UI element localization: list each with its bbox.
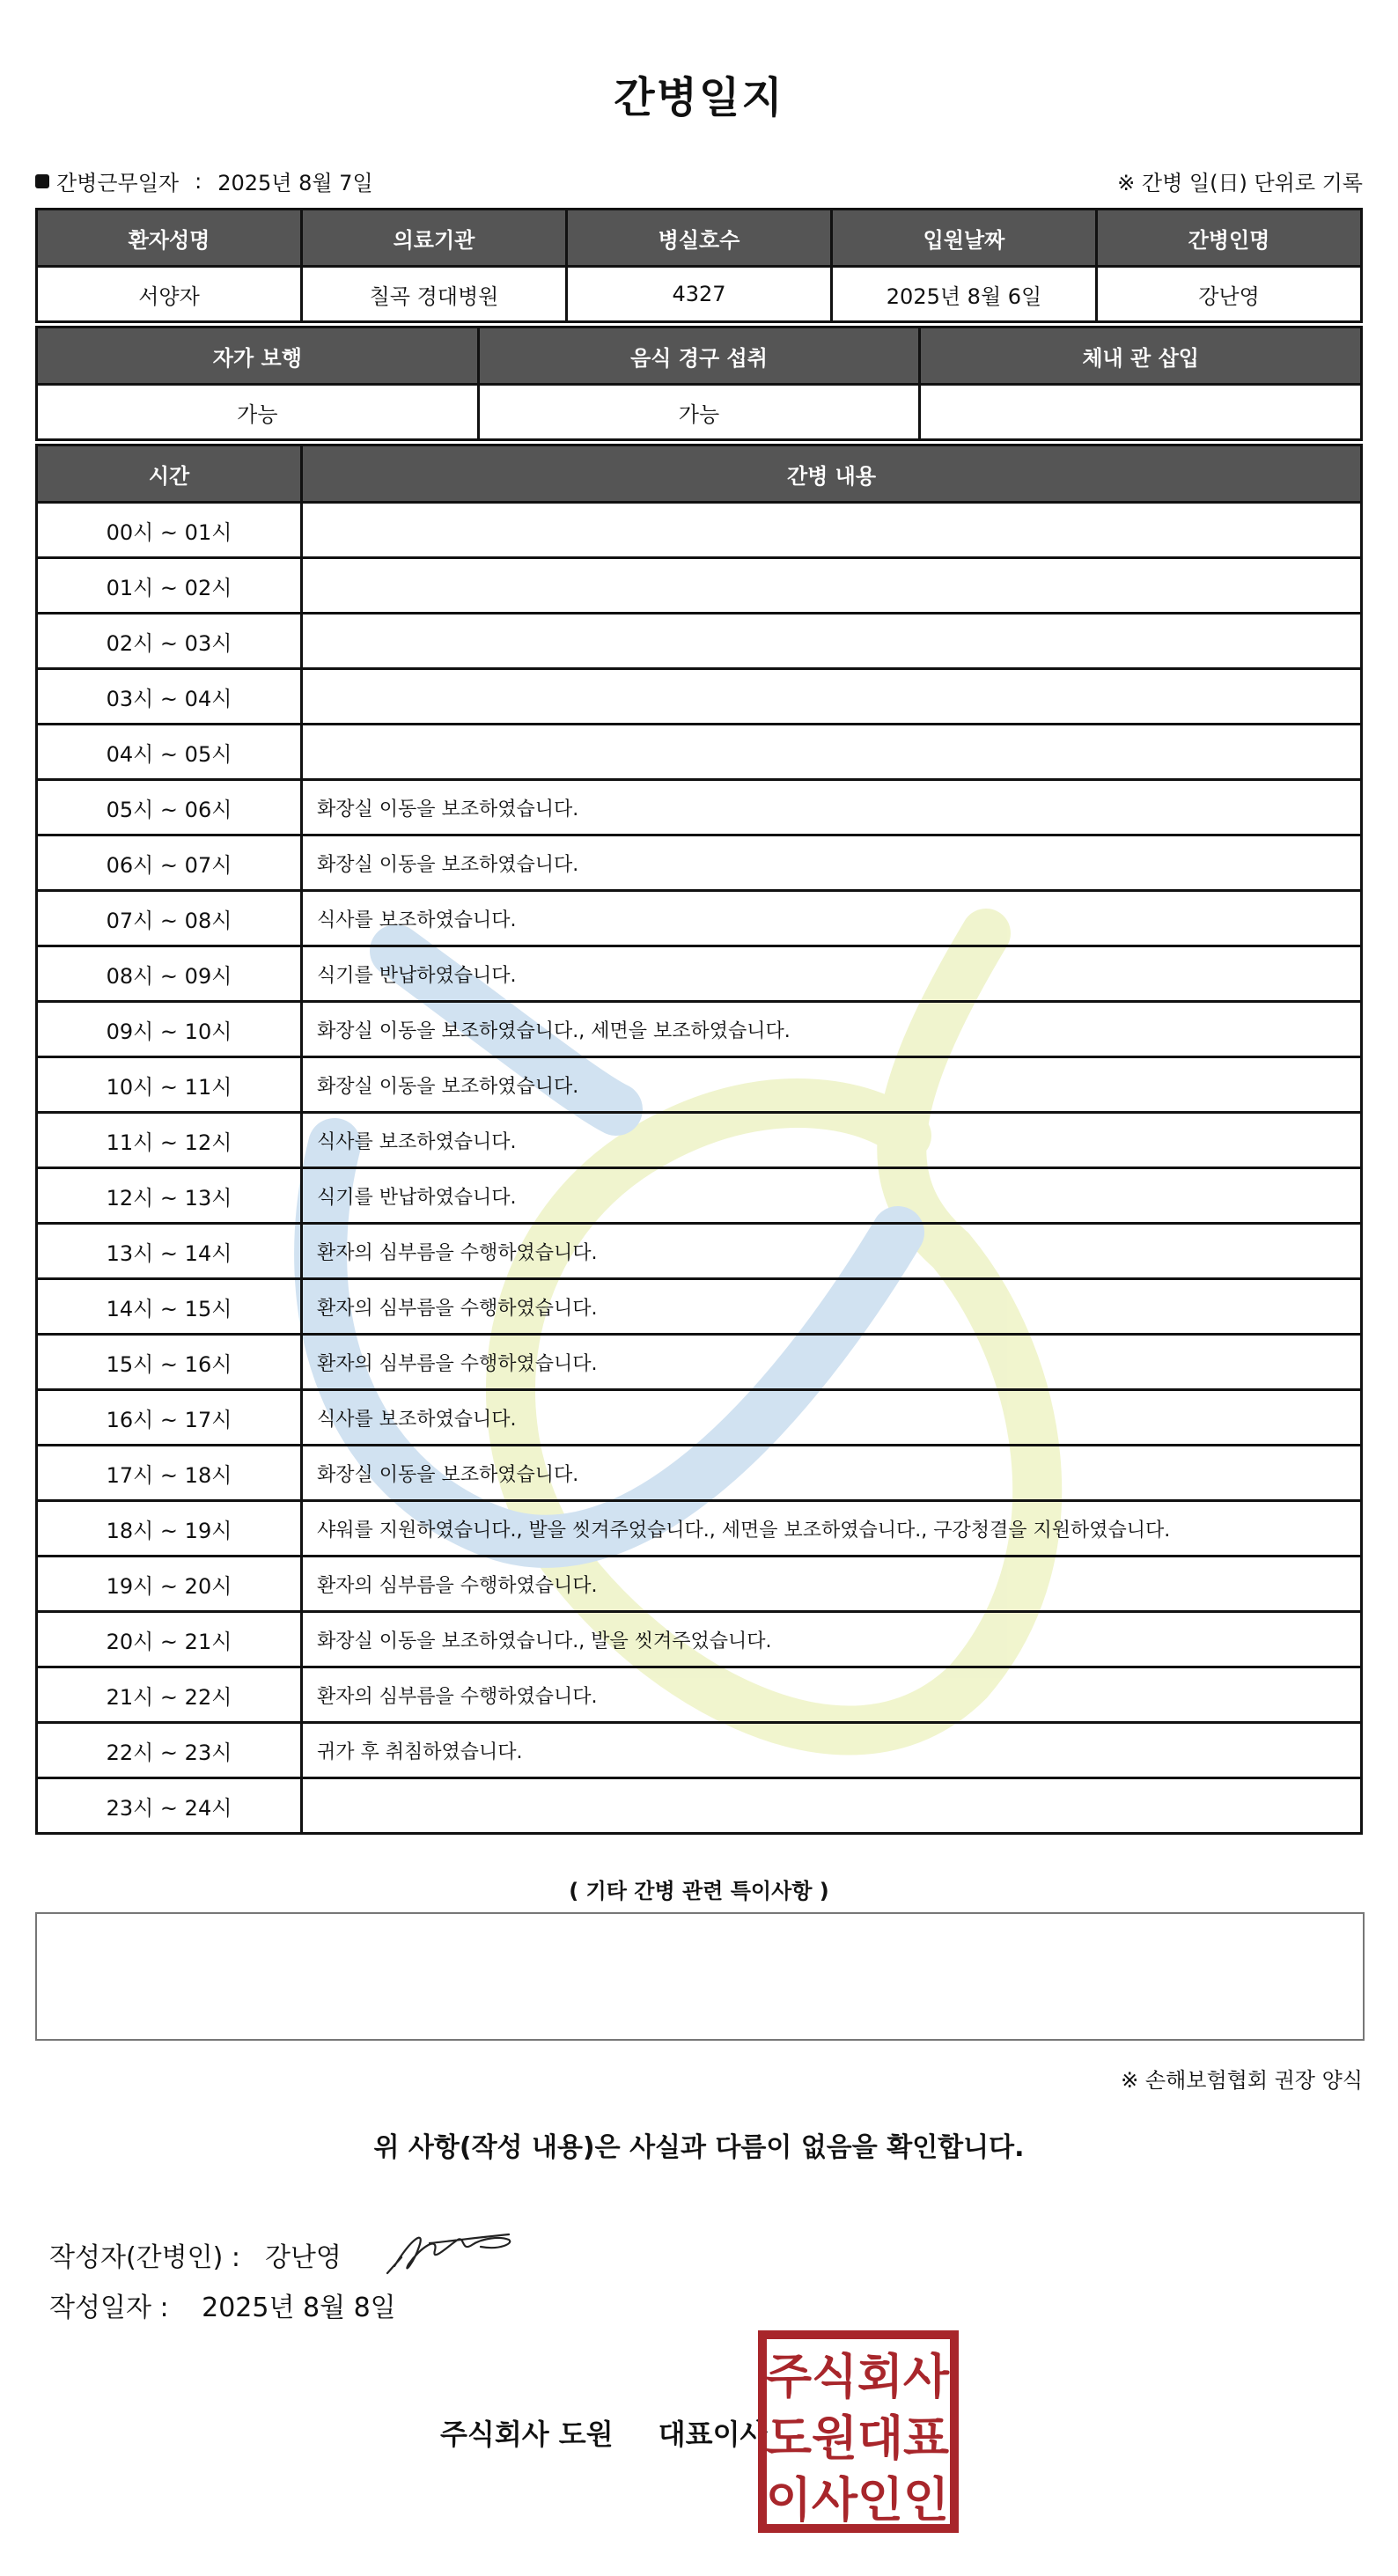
care-log-content: 식사를 보조하였습니다.: [302, 1113, 1362, 1168]
header-admission-date: 입원날짜: [832, 210, 1097, 267]
care-log-row: [37, 1667, 1362, 1723]
seal-character: 사: [902, 2349, 950, 2404]
seal-character: 인: [902, 2472, 950, 2528]
care-log-row: [37, 614, 1362, 669]
seal-character: 주: [765, 2349, 813, 2404]
care-log-content: 귀가 후 취침하였습니다.: [302, 1723, 1362, 1778]
patient-info-header-row: [37, 210, 1362, 267]
document-title: 간병일지: [614, 73, 784, 122]
care-log-row: [37, 946, 1362, 1002]
care-log-time: 02시 ~ 03시: [37, 614, 302, 669]
work-date-value: 2025년 8월 7일: [217, 171, 373, 195]
seal-character: 도: [765, 2410, 813, 2466]
care-log-time: 00시 ~ 01시: [37, 503, 302, 558]
header-room-number: 병실호수: [567, 210, 832, 267]
care-log-time: 21시 ~ 22시: [37, 1667, 302, 1723]
header-hospital: 의료기관: [302, 210, 567, 267]
care-log-row: [37, 725, 1362, 780]
patient-status-header-row: [37, 328, 1362, 385]
care-log-time: 12시 ~ 13시: [37, 1168, 302, 1224]
care-log-content: 환자의 심부름을 수행하였습니다.: [302, 1224, 1362, 1279]
hospital-name: 칠곡 경대병원: [302, 267, 567, 322]
care-log-time: 07시 ~ 08시: [37, 891, 302, 946]
care-log-row: [37, 1057, 1362, 1113]
header-time: 시간: [37, 445, 302, 503]
care-log-time: 09시 ~ 10시: [37, 1002, 302, 1057]
care-log-content: 환자의 심부름을 수행하였습니다.: [302, 1335, 1362, 1390]
patient-info-table: [35, 208, 1363, 323]
care-log-time: 06시 ~ 07시: [37, 835, 302, 891]
care-log-content: [302, 1778, 1362, 1834]
care-log-row: [37, 1612, 1362, 1667]
header-care-content: 간병 내용: [302, 445, 1362, 503]
room-number: 4327: [567, 267, 832, 322]
care-log-content: [302, 725, 1362, 780]
care-log-time: 14시 ~ 15시: [37, 1279, 302, 1335]
remarks-box: [35, 1912, 1365, 2041]
company-name: 주식회사 도원: [440, 2418, 614, 2451]
care-log-time: 13시 ~ 14시: [37, 1224, 302, 1279]
care-log-time: 01시 ~ 02시: [37, 558, 302, 614]
care-log-time: 04시 ~ 05시: [37, 725, 302, 780]
written-date-line: [49, 2285, 396, 2324]
care-log-time: 16시 ~ 17시: [37, 1390, 302, 1446]
care-log-row: [37, 669, 1362, 725]
patient-name: 서양자: [37, 267, 302, 322]
admission-date: 2025년 8월 6일: [832, 267, 1097, 322]
care-log-time: 03시 ~ 04시: [37, 669, 302, 725]
company-title: 대표이사: [658, 2418, 768, 2451]
writer-name: 강난영: [264, 2242, 342, 2273]
care-log-row: [37, 1002, 1362, 1057]
care-log-row: [37, 1723, 1362, 1778]
care-log-row: [37, 503, 1362, 558]
writer-line: [49, 2220, 518, 2289]
care-log-row: [37, 1224, 1362, 1279]
seal-character: 사: [811, 2472, 858, 2528]
work-date-label: 간병근무일자: [56, 171, 180, 195]
seal-character: 원: [811, 2410, 858, 2466]
care-log-table: [35, 444, 1363, 1835]
patient-status-value-row: [37, 385, 1362, 440]
care-log-content: 화장실 이동을 보조하였습니다.: [302, 780, 1362, 835]
work-date-separator: :: [195, 168, 202, 194]
header-caregiver-name: 간병인명: [1097, 210, 1362, 267]
work-date-line: [35, 166, 373, 196]
care-log-time: 10시 ~ 11시: [37, 1057, 302, 1113]
seal-character: 식: [811, 2349, 858, 2404]
care-log-row: [37, 1501, 1362, 1557]
bullet-square-icon: [35, 174, 49, 188]
care-log-row: [37, 1335, 1362, 1390]
care-log-time: 23시 ~ 24시: [37, 1778, 302, 1834]
care-log-body: [37, 503, 1362, 1834]
care-log-row: [37, 1446, 1362, 1501]
care-log-row: [37, 780, 1362, 835]
tube-insertion-value: [920, 385, 1362, 440]
confirmation-statement: 위 사항(작성 내용)은 사실과 다름이 없음을 확인합니다.: [373, 2132, 1025, 2163]
seal-character: 회: [857, 2349, 904, 2404]
care-log-time: 17시 ~ 18시: [37, 1446, 302, 1501]
care-log-row: [37, 1390, 1362, 1446]
care-log-time: 05시 ~ 06시: [37, 780, 302, 835]
care-log-content: [302, 558, 1362, 614]
written-date-label: 작성일자 :: [49, 2293, 169, 2323]
care-log-time: 18시 ~ 19시: [37, 1501, 302, 1557]
care-log-time: 22시 ~ 23시: [37, 1723, 302, 1778]
care-log-row: [37, 1557, 1362, 1612]
care-log-content: 식사를 보조하였습니다.: [302, 1390, 1362, 1446]
care-log-content: 화장실 이동을 보조하였습니다.: [302, 1057, 1362, 1113]
care-log-row: [37, 891, 1362, 946]
care-log-row: [37, 1113, 1362, 1168]
seal-character: 이: [765, 2472, 813, 2528]
unit-note: ※ 간병 일(日) 단위로 기록: [1117, 171, 1363, 195]
care-log-content: 화장실 이동을 보조하였습니다.: [302, 1446, 1362, 1501]
care-log-content: [302, 614, 1362, 669]
company-seal: [757, 2329, 960, 2534]
handwritten-signature: [377, 2220, 518, 2289]
care-log-row: [37, 835, 1362, 891]
care-log-row: [37, 1168, 1362, 1224]
care-log-header-row: [37, 445, 1362, 503]
company-line: [440, 2412, 767, 2453]
care-log-row: [37, 558, 1362, 614]
care-log-content: 화장실 이동을 보조하였습니다., 발을 씻겨주었습니다.: [302, 1612, 1362, 1667]
remarks-title: ( 기타 간병 관련 특이사항 ): [569, 1879, 829, 1903]
written-date-value: 2025년 8월 8일: [202, 2293, 396, 2323]
header-oral-intake: 음식 경구 섭취: [478, 328, 920, 385]
care-log-content: 환자의 심부름을 수행하였습니다.: [302, 1557, 1362, 1612]
care-log-content: 환자의 심부름을 수행하였습니다.: [302, 1667, 1362, 1723]
seal-character: 표: [902, 2410, 950, 2466]
care-log-time: 19시 ~ 20시: [37, 1557, 302, 1612]
form-note: ※ 손해보험협회 권장 양식: [1121, 2068, 1363, 2093]
header-self-walking: 자가 보행: [37, 328, 479, 385]
care-log-time: 08시 ~ 09시: [37, 946, 302, 1002]
care-log-content: 식기를 반납하였습니다.: [302, 946, 1362, 1002]
care-log-row: [37, 1279, 1362, 1335]
care-log-time: 15시 ~ 16시: [37, 1335, 302, 1390]
care-log-content: 화장실 이동을 보조하였습니다.: [302, 835, 1362, 891]
care-log-content: 샤워를 지원하였습니다., 발을 씻겨주었습니다., 세면을 보조하였습니다., 구강청결을 지원하였습니다.: [302, 1501, 1362, 1557]
header-tube-insertion: 체내 관 삽입: [920, 328, 1362, 385]
oral-intake-value: 가능: [478, 385, 920, 440]
seal-character: 대: [857, 2410, 904, 2466]
writer-label: 작성자(간병인) :: [49, 2242, 240, 2273]
seal-character: 인: [857, 2472, 904, 2528]
patient-info-value-row: [37, 267, 1362, 322]
caregiver-name: 강난영: [1097, 267, 1362, 322]
care-log-time: 20시 ~ 21시: [37, 1612, 302, 1667]
care-log-content: 환자의 심부름을 수행하였습니다.: [302, 1279, 1362, 1335]
care-log-content: [302, 669, 1362, 725]
care-log-content: 식기를 반납하였습니다.: [302, 1168, 1362, 1224]
patient-status-table: [35, 326, 1363, 441]
header-patient-name: 환자성명: [37, 210, 302, 267]
self-walking-value: 가능: [37, 385, 479, 440]
care-log-content: 식사를 보조하였습니다.: [302, 891, 1362, 946]
care-log-row: [37, 1778, 1362, 1834]
care-log-time: 11시 ~ 12시: [37, 1113, 302, 1168]
care-log-content: [302, 503, 1362, 558]
care-log-content: 화장실 이동을 보조하였습니다., 세면을 보조하였습니다.: [302, 1002, 1362, 1057]
